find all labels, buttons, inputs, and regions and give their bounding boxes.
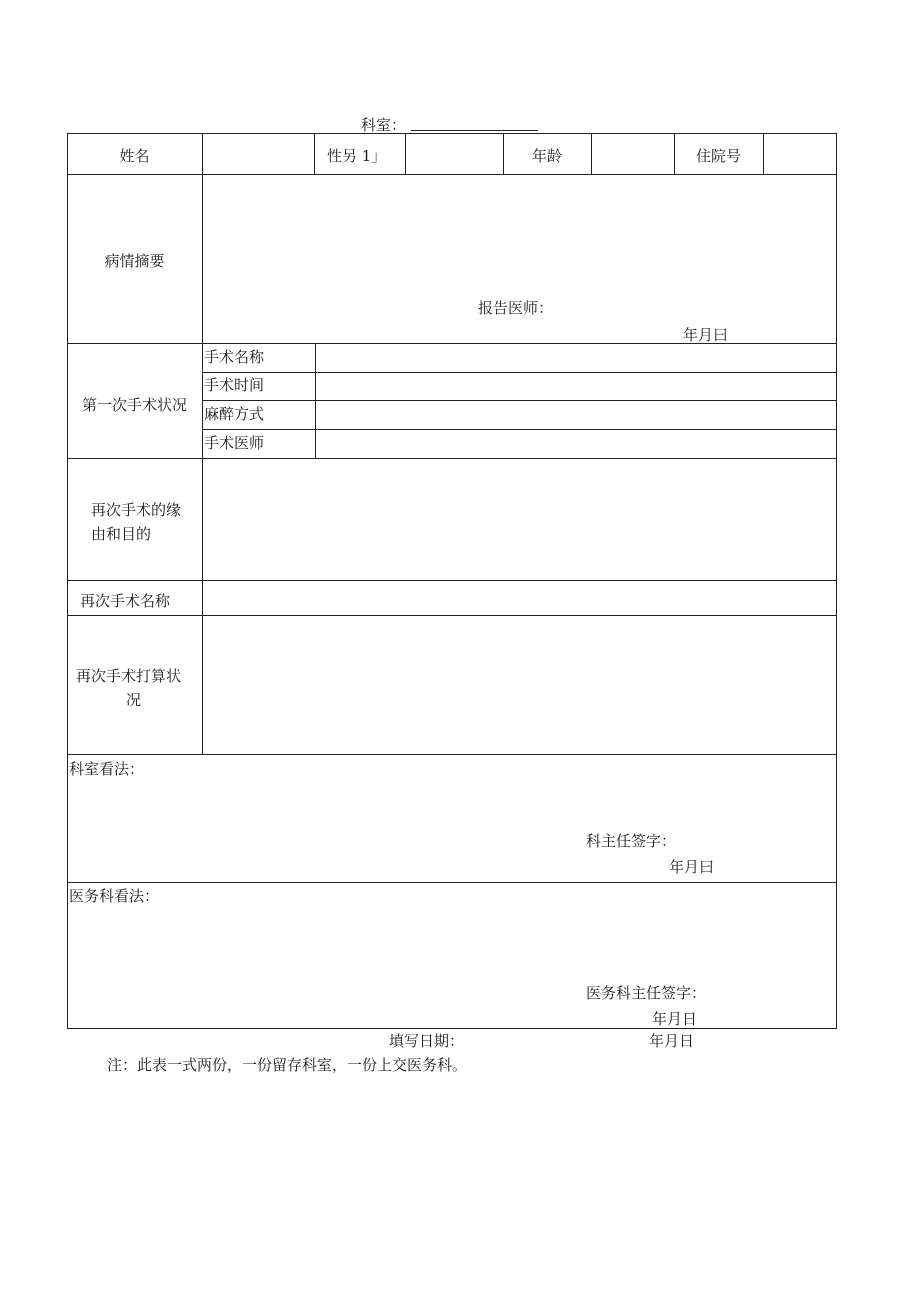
department-opinion-label: 科室看法： [69, 760, 145, 778]
col-divider [315, 343, 316, 458]
name-value[interactable] [205, 145, 313, 165]
row-divider [202, 372, 837, 373]
gender-value[interactable] [408, 145, 502, 165]
resurgery-name-label: 再次手术名称 [80, 592, 171, 610]
form-note: 注：此表一式两份，一份留存科室，一份上交医务科。 [107, 1056, 468, 1074]
resurgery-name-field[interactable] [205, 583, 834, 613]
anesthesia-method-value[interactable] [318, 403, 834, 425]
col-divider [591, 133, 592, 174]
row-divider [202, 400, 837, 401]
anesthesia-method-label: 麻醉方式 [204, 405, 265, 423]
row-divider [67, 882, 837, 883]
row-divider [202, 429, 837, 430]
reason-label-line1: 再次手术的缘 [91, 501, 182, 519]
department-label: 科室： [361, 116, 407, 134]
row-divider [67, 458, 837, 459]
row-divider [67, 174, 837, 175]
fill-date-value: 年月日 [649, 1032, 695, 1050]
reason-label-line2: 由和目的 [91, 525, 152, 543]
surgery-name-value[interactable] [318, 346, 834, 368]
surgeon-label: 手术医师 [204, 434, 265, 452]
gender-label: 性另 1」 [327, 147, 387, 165]
summary-date-label: 年月曰 [683, 326, 729, 344]
col-divider [405, 133, 406, 174]
col-divider [763, 133, 764, 174]
age-value[interactable] [594, 145, 673, 165]
medical-affairs-signature-label: 医务科主任签字： [586, 984, 707, 1002]
surgery-time-label: 手术时间 [204, 376, 265, 394]
col-divider [202, 133, 203, 754]
name-label: 姓名 [119, 147, 150, 165]
reporting-physician-label: 报告医师： [478, 299, 554, 317]
row-divider [67, 615, 837, 616]
plan-label-line2: 况 [126, 691, 142, 709]
medical-affairs-date-label: 年月日 [652, 1010, 698, 1028]
admission-number-label: 住院号 [695, 147, 741, 165]
department-head-signature-label: 科主任签字： [586, 832, 677, 850]
surgery-time-value[interactable] [318, 374, 834, 396]
first-surgery-label: 第一次手术状况 [81, 396, 187, 414]
surgery-name-label: 手术名称 [204, 348, 265, 366]
admission-number-value[interactable] [766, 145, 836, 165]
col-divider [314, 133, 315, 174]
reason-field[interactable] [205, 461, 834, 577]
row-divider [67, 754, 837, 755]
department-field[interactable] [411, 130, 538, 131]
case-summary-label: 病情摘要 [104, 252, 165, 270]
surgeon-value[interactable] [318, 432, 834, 454]
department-opinion-date-label: 年月曰 [669, 858, 715, 876]
plan-field[interactable] [205, 618, 834, 751]
age-label: 年龄 [531, 147, 562, 165]
row-divider [67, 580, 837, 581]
plan-label-line1: 再次手术打算状 [76, 667, 182, 685]
medical-affairs-opinion-label: 医务科看法： [69, 887, 160, 905]
fill-date-label: 填写日期： [389, 1032, 465, 1050]
